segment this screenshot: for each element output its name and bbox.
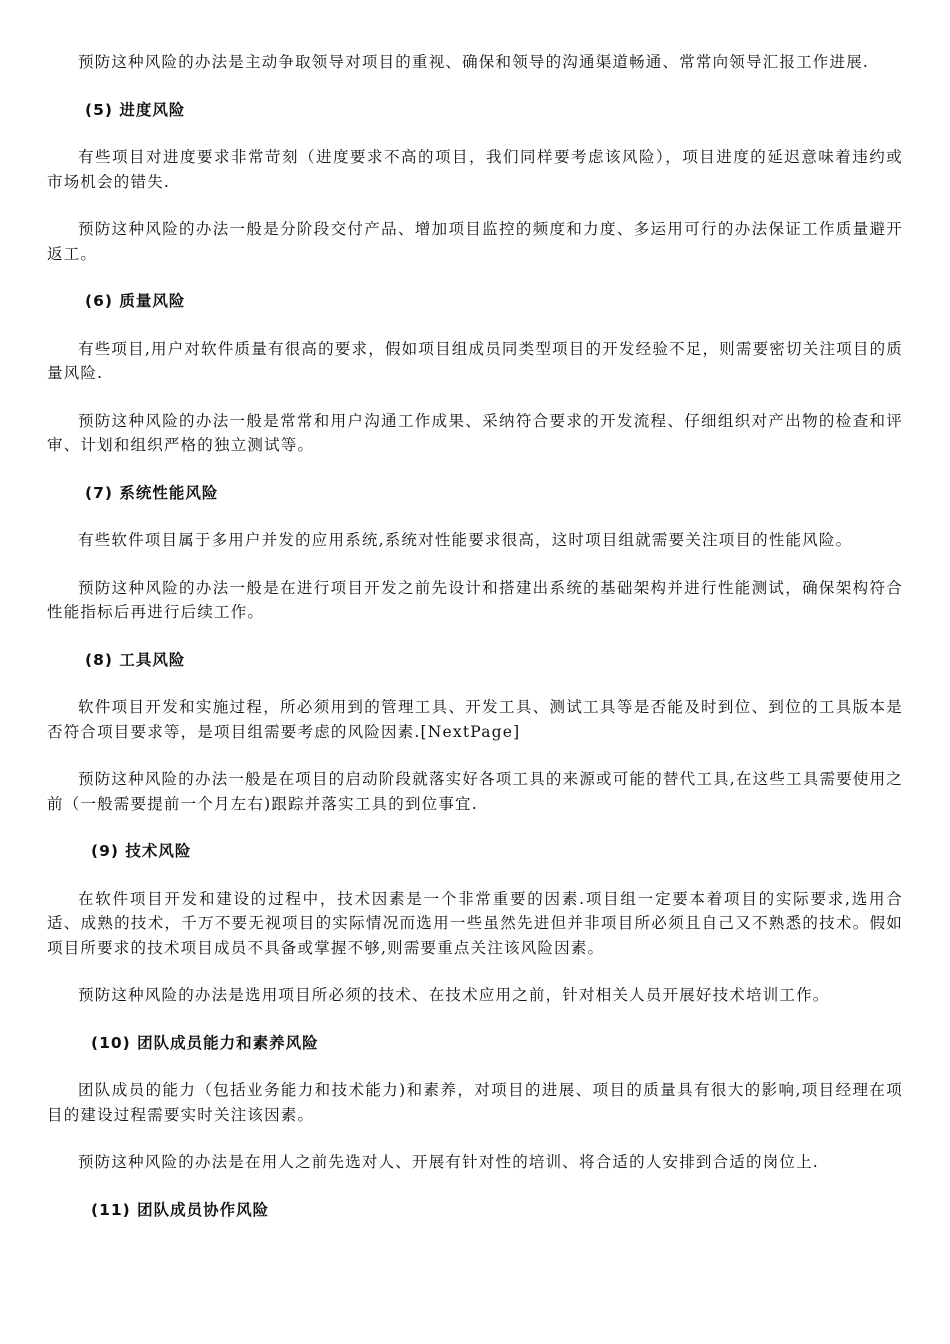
section-heading: (5) 进度风险 xyxy=(85,100,186,119)
paragraph: 有些项目,用户对软件质量有很高的要求，假如项目组成员同类型项目的开发经验不足，则需要密切关注项目的质量风险. xyxy=(47,339,903,382)
paragraph: 在软件项目开发和建设的过程中，技术因素是一个非常重要的因素.项目组一定要本着项目的实际要求,选用合适、成熟的技术，千万不要无视项目的实际情况而选用一些虽然先进但并非项目所必须且自己又不熟悉的技术。假如项目所要求的技术项目成员不具备或掌握不够,则需要重点关注该风险因素。 xyxy=(47,889,903,957)
paragraph: 预防这种风险的办法是在用人之前先选对人、开展有针对性的培训、将合适的人安排到合适的岗位上. xyxy=(78,1153,819,1171)
section-heading: (8) 工具风险 xyxy=(85,650,186,669)
paragraph: 团队成员的能力（包括业务能力和技术能力)和素养，对项目的进展、项目的质量具有很大的影响,项目经理在项目的建设过程需要实时关注该因素。 xyxy=(47,1081,903,1124)
section-heading: (10) 团队成员能力和素养风险 xyxy=(91,1033,319,1052)
paragraph: 有些软件项目属于多用户并发的应用系统,系统对性能要求很高，这时项目组就需要关注项目的性能风险。 xyxy=(78,531,853,549)
section-heading: (9) 技术风险 xyxy=(91,842,192,860)
paragraph: 预防这种风险的办法一般是在项目的启动阶段就落实好各项工具的来源或可能的替代工具,在这些工具需要使用之前（一般需要提前一个月左右)跟踪并落实工具的到位事宜. xyxy=(47,770,903,813)
section-heading: (11) 团队成员协作风险 xyxy=(91,1200,270,1219)
document-body xyxy=(47,50,903,1245)
paragraph: 预防这种风险的办法是选用项目所必须的技术、在技术应用之前，针对相关人员开展好技术培训工作。 xyxy=(78,986,830,1004)
paragraph: 预防这种风险的办法是主动争取领导对项目的重视、确保和领导的沟通渠道畅通、常常向领导汇报工作进展. xyxy=(78,53,870,71)
section-heading: (6) 质量风险 xyxy=(85,292,186,310)
paragraph: 预防这种风险的办法一般是常常和用户沟通工作成果、采纳符合要求的开发流程、仔细组织对产出物的检查和评审、计划和组织严格的独立测试等。 xyxy=(47,411,903,454)
paragraph: 有些项目对进度要求非常苛刻（进度要求不高的项目，我们同样要考虑该风险），项目进度的延迟意味着违约或市场机会的错失. xyxy=(47,148,903,191)
paragraph: 预防这种风险的办法一般是在进行项目开发之前先设计和搭建出系统的基础架构并进行性能测试，确保架构符合性能指标后再进行后续工作。 xyxy=(47,578,903,621)
paragraph: 预防这种风险的办法一般是分阶段交付产品、增加项目监控的频度和力度、多运用可行的办法保证工作质量避开返工。 xyxy=(47,220,903,263)
paragraph: 软件项目开发和实施过程，所必须用到的管理工具、开发工具、测试工具等是否能及时到位、到位的工具版本是否符合项目要求等，是项目组需要考虑的风险因素.[NextPage] xyxy=(47,698,903,741)
section-heading: (7) 系统性能风险 xyxy=(85,483,219,502)
